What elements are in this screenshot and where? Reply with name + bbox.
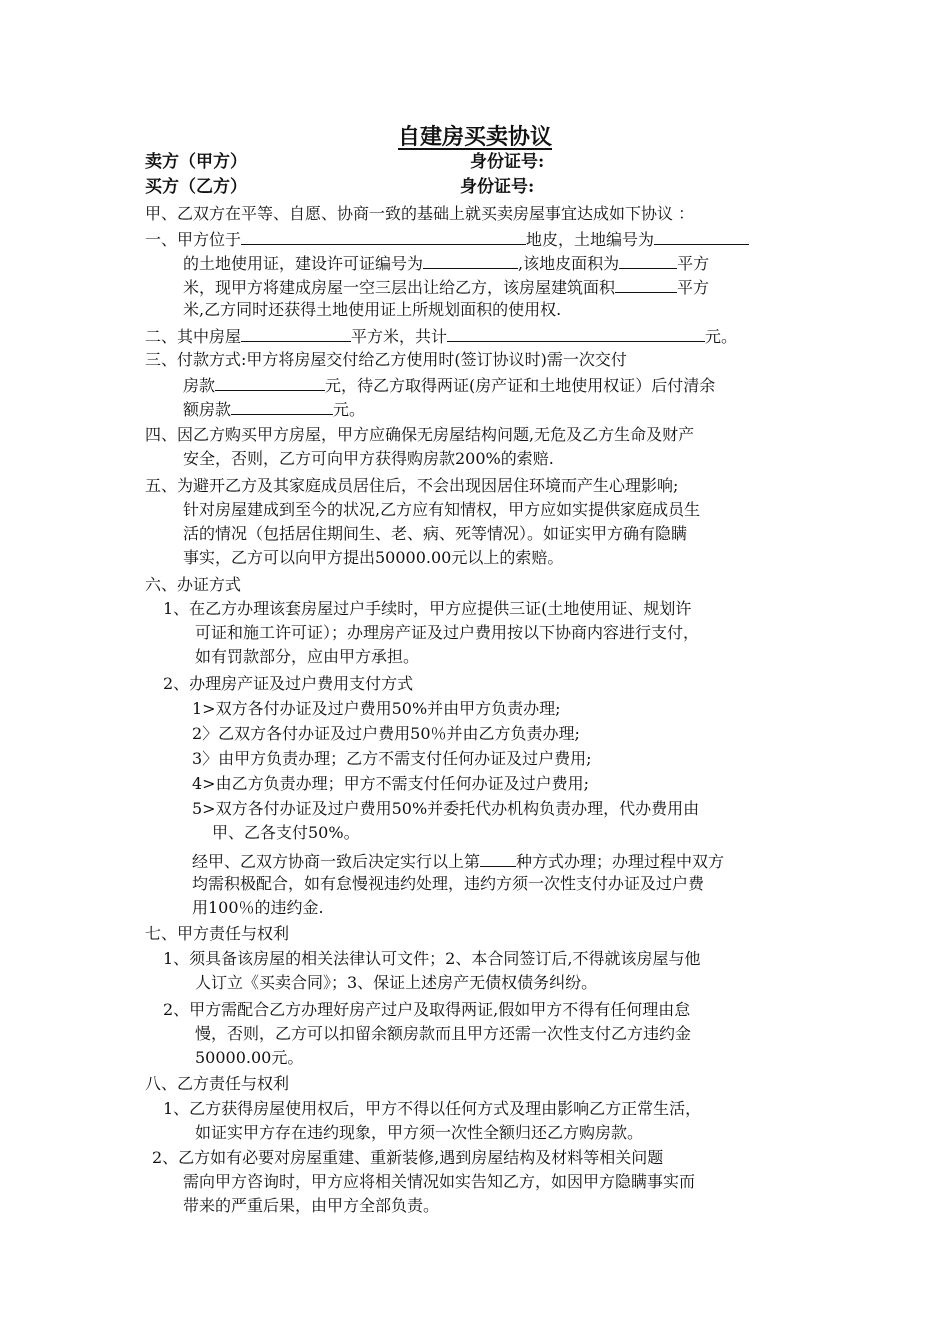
clause-7-line-4: 慢，否则，乙方可以扣留余额房款而且甲方还需一次性支付乙方违约金 — [195, 1024, 692, 1043]
intro-text: 甲、乙双方在平等、自愿、协商一致的基础上就买卖房屋事宜达成如下协议 ： — [145, 204, 695, 223]
clause-5-line-4: 事实，乙方可以向甲方提出50000.00元以上的索赔。 — [183, 548, 564, 567]
clause-5-line-3: 活的情况（包括居住期间生、老、病、死等情况）。如证实甲方确有隐瞒 — [183, 524, 688, 543]
clause-7-line-5: 50000.00元。 — [195, 1048, 304, 1067]
clause-7-line-3: 2、甲方需配合乙方办理好房产过户及取得两证,假如甲方不得有任何理由怠 — [163, 1000, 691, 1019]
clause-8-line-2: 如证实甲方存在违约现象，甲方须一次性全额归还乙方购房款。 — [195, 1123, 644, 1142]
clause-6-p2: 2、办理房产证及过户费用支付方式 — [163, 674, 414, 693]
balance-payment-blank — [231, 396, 333, 415]
clause-2: 二、其中房屋 平方米，共计 元。 — [145, 323, 737, 349]
clause-8-line-5: 带来的严重后果，由甲方全部负责。 — [183, 1196, 440, 1215]
location-blank — [241, 226, 526, 245]
clause-6-tail-line-1: 经甲、乙双方协商一致后决定实行以上第 种方式办理；办理过程中双方 — [192, 848, 724, 874]
seller-id-label: 身份证号: — [470, 152, 545, 172]
clause-1-line-4: 米,乙方同时还获得土地使用证上所规划面积的使用权. — [183, 300, 562, 319]
clause-7-line-2: 人订立《买卖合同》；3、保证上述房产无债权债务纠纷。 — [195, 973, 598, 992]
clause-4-line-2: 安全，否则，乙方可向甲方获得购房款200%的索赔. — [183, 449, 554, 468]
buyer-id-label: 身份证号: — [460, 177, 535, 197]
house-area-blank — [241, 323, 351, 342]
clause-6-tail-line-2: 均需积极配合，如有怠慢视违约处理，违约方须一次性支付办证及过户费 — [192, 874, 705, 893]
option-5-line-2: 甲、乙各支付50%。 — [212, 823, 360, 842]
clause-5-line-2: 针对房屋建成到至今的状况,乙方应有知情权，甲方应如实提供家庭成员生 — [183, 500, 701, 519]
clause-6-p1-line-1: 1、在乙方办理该套房屋过户手续时，甲方应提供三证(土地使用证、规划许 — [163, 599, 692, 618]
land-area-blank — [619, 250, 677, 269]
clause-6-p1-line-2: 可证和施工许可证）；办理房产证及过户费用按以下协商内容进行支付， — [195, 623, 700, 642]
document-title: 自建房买卖协议 — [397, 124, 552, 150]
clause-1-line-3: 米，现甲方将建成房屋一空三层出让给乙方，该房屋建筑面积 平方 — [183, 274, 709, 300]
clause-1-line-2: 的土地使用证，建设许可证编号为 ,该地皮面积为 平方 — [183, 250, 709, 276]
clause-4-line-1: 四、因乙方购买甲方房屋，甲方应确保无房屋结构问题,无危及乙方生命及财产 — [145, 425, 695, 444]
option-3: 3〉由甲方负责办理；乙方不需支付任何办证及过户费用; — [192, 749, 592, 768]
clause-5-line-1: 五、为避开乙方及其家庭成员居住后，不会出现因居住环境而产生心理影响; — [145, 476, 679, 495]
clause-8-line-4: 需向甲方咨询时，甲方应将相关情况如实告知乙方，如因甲方隐瞒事实而 — [183, 1172, 696, 1191]
option-choice-blank — [480, 848, 516, 867]
clause-6-heading: 六、办证方式 — [145, 575, 242, 594]
first-payment-blank — [215, 372, 325, 391]
land-number-blank — [654, 226, 749, 245]
clause-6-p1-line-3: 如有罚款部分，应由甲方承担。 — [195, 647, 420, 666]
option-4: 4>由乙方负责办理；甲方不需支付任何办证及过户费用; — [192, 774, 589, 793]
clause-8-line-1: 1、乙方获得房屋使用权后，甲方不得以任何方式及理由影响乙方正常生活， — [163, 1099, 702, 1118]
clause-7-line-1: 1、须具备该房屋的相关法律认可文件；2、本合同签订后,不得就该房屋与他 — [163, 949, 701, 968]
buyer-label: 买方（乙方） — [145, 177, 247, 197]
clause-3-line-2: 房款 元，待乙方取得两证(房产证和土地使用权证）后付清余 — [183, 372, 715, 398]
option-1: 1>双方各付办证及过户费用50%并由甲方负责办理; — [192, 699, 561, 718]
clause-1-line-1: 一、甲方位于 地皮，土地编号为 — [145, 226, 749, 252]
clause-8-line-3: 2、乙方如有必要对房屋重建、重新装修,遇到房屋结构及材料等相关问题 — [152, 1148, 664, 1167]
clause-7-heading: 七、甲方责任与权利 — [145, 924, 290, 943]
clause-8-heading: 八、乙方责任与权利 — [145, 1074, 290, 1093]
option-2: 2〉乙双方各付办证及过户费用50％并由乙方负责办理; — [192, 724, 580, 743]
option-5-line-1: 5>双方各付办证及过户费用50%并委托代办机构负责办理，代办费用由 — [192, 799, 700, 818]
seller-label: 卖方（甲方） — [145, 152, 247, 172]
clause-6-tail-line-3: 用100％的违约金. — [192, 898, 324, 917]
permit-number-blank — [423, 250, 518, 269]
clause-3-line-1: 三、付款方式:甲方将房屋交付给乙方使用时(签订协议时)需一次交付 — [145, 350, 627, 369]
total-price-blank — [447, 323, 705, 342]
clause-3-line-3: 额房款 元。 — [183, 396, 365, 422]
building-area-blank — [615, 274, 677, 293]
